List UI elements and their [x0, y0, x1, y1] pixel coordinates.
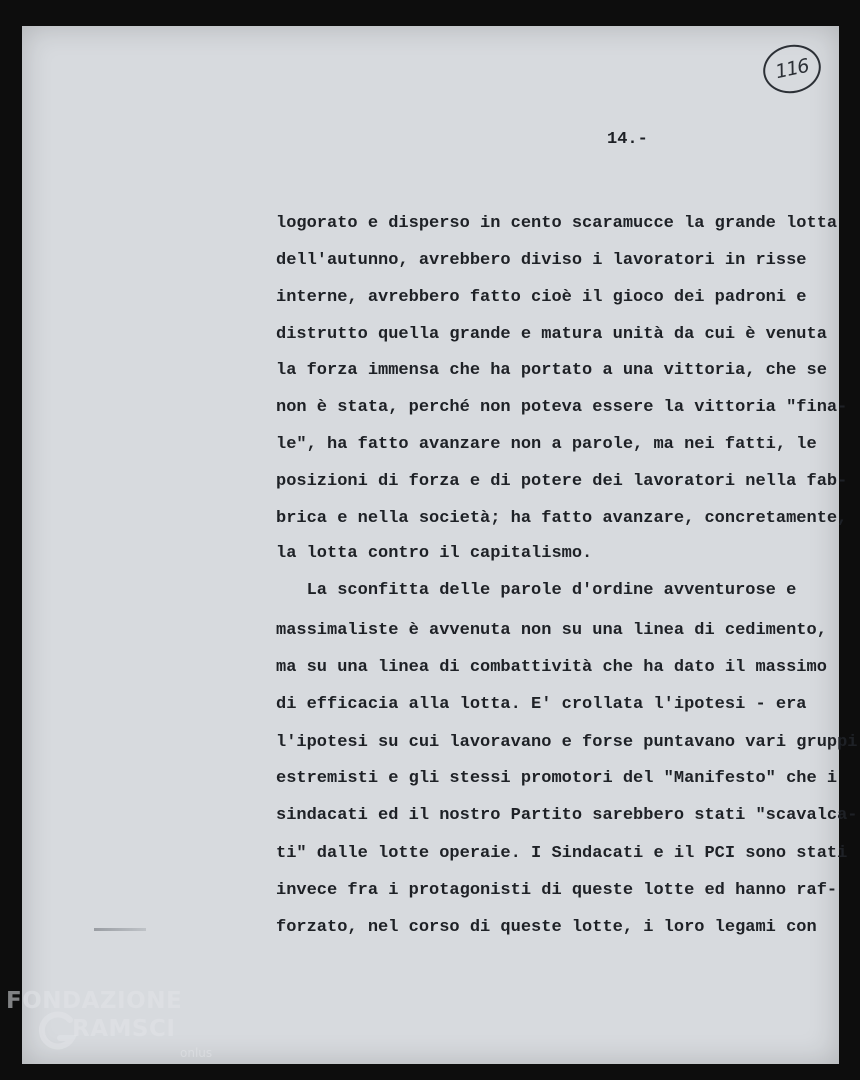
text-line: logorato e disperso in cento scaramucce la grande lotta [276, 214, 838, 233]
text-line: le", ha fatto avanzare non a parole, ma nei fatti, le [276, 435, 817, 454]
watermark-line-1: FONDAZIONE [6, 988, 183, 1014]
page-number: 14.- [607, 130, 648, 149]
watermark-line-2: RAMSCI [72, 1016, 176, 1042]
text-line: la lotta contro il capitalismo. [276, 544, 593, 563]
text-line: invece fra i protagonisti di queste lotte ed hanno raf- [276, 881, 838, 900]
text-line: estremisti e gli stessi promotori del "Manifesto" che i [276, 769, 838, 788]
watermark-line-3: onlus [180, 1046, 213, 1060]
text-line: massimaliste è avvenuta non su una linea di cedimento, [276, 621, 827, 640]
margin-pencil-mark [94, 928, 146, 931]
text-line: ti" dalle lotte operaie. I Sindacati e il PCI sono stati [276, 844, 848, 863]
text-line: forzato, nel corso di queste lotte, i loro legami con [276, 918, 817, 937]
text-line: brica e nella società; ha fatto avanzare, concretamente, [276, 509, 848, 528]
text-line: non è stata, perché non poteva essere la vittoria "fina- [276, 398, 848, 417]
text-line: di efficacia alla lotta. E' crollata l'ipotesi - era [276, 695, 807, 714]
fondazione-gramsci-watermark [6, 988, 226, 1068]
text-line: ma su una linea di combattività che ha dato il massimo [276, 658, 827, 677]
text-line: dell'autunno, avrebbero diviso i lavoratori in risse [276, 251, 807, 270]
text-line: la forza immensa che ha portato a una vittoria, che se [276, 361, 827, 380]
text-line: La sconfitta delle parole d'ordine avventurose e [276, 581, 797, 600]
archive-number-text: 116 [773, 54, 811, 84]
text-line: interne, avrebbero fatto cioè il gioco dei padroni e [276, 288, 807, 307]
text-line: distrutto quella grande e matura unità da cui è venuta [276, 325, 827, 344]
text-line: sindacati ed il nostro Partito sarebbero stati "scavalca- [276, 806, 858, 825]
text-line: posizioni di forza e di potere dei lavoratori nella fab- [276, 472, 848, 491]
text-line: l'ipotesi su cui lavoravano e forse puntavano vari gruppi [276, 733, 858, 752]
